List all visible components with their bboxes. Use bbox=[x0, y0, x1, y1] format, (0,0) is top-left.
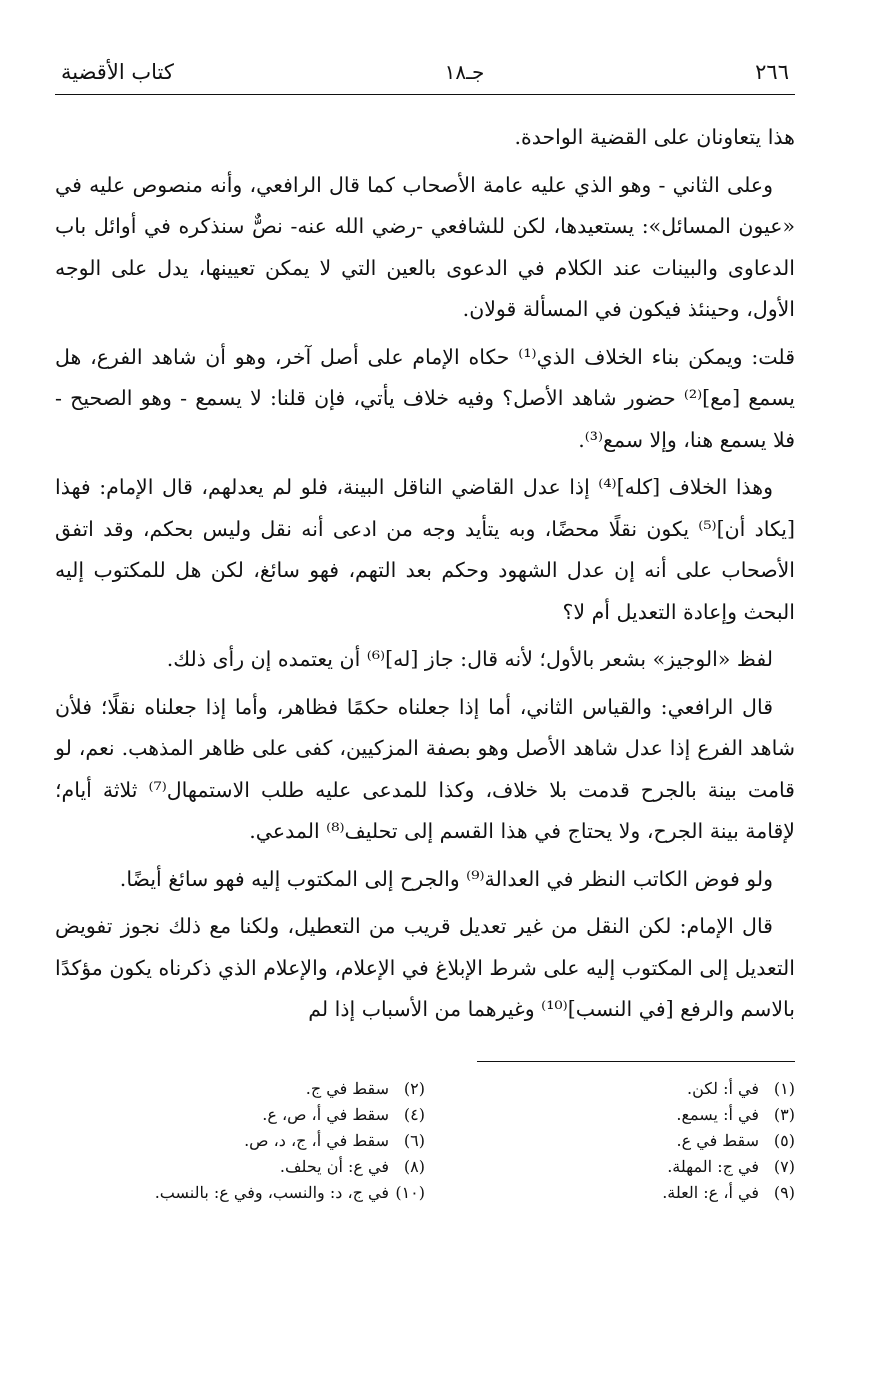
paragraph: وهذا الخلاف [كله]⁽⁴⁾ إذا عدل القاضي الناقل البينة، فلو لم يعدلهم، قال الإمام: فهذا [يكاد أن]⁽⁵⁾ يكون نقلًا محضًا، وبه يتأيد وجه من ادعى أنه نقل وليس بحكم، وقد اتفق الأصحاب على أنه إن عدل الشهود وحكم بعد التهم، فهو سائغ، لكن هل للمكتوب إليه البحث وإعادة التعديل أم لا؟ bbox=[55, 475, 795, 624]
paragraph: وعلى الثاني - وهو الذي عليه عامة الأصحاب كما قال الرافعي، وأنه منصوص عليه في «عيون المسائل»: يستعيدها، لكن للشافعي -رضي الله عنه- نصٌّ سنذكره في أوائل باب الدعاوى والبينات عند الكلام في الدعوى بالعين التي لا يمكن تعيينها، يدل على الوجه الأول، وحينئذ فيكون في المسألة قولان. bbox=[55, 172, 795, 321]
book-title: كتاب الأقضية bbox=[61, 60, 174, 84]
footnote: (٨)في ع: أن يحلف. bbox=[279, 1156, 425, 1176]
paragraph: هذا يتعاونان على القضية الواحدة. bbox=[514, 125, 795, 149]
page-number: ٢٦٦ bbox=[755, 60, 789, 84]
paragraph: قلت: ويمكن بناء الخلاف الذي⁽¹⁾ حكاه الإمام على أصل آخر، وهو أن شاهد الفرع، هل يسمع [مع]⁽²⁾ حضور شاهد الأصل؟ وفيه خلاف يأتي، فإن قلنا: لا يسمع - وهو الصحيح - فلا يسمع هنا، وإلا سمع⁽³⁾. bbox=[55, 344, 795, 452]
footnote: (٥)سقط في ع. bbox=[676, 1130, 795, 1150]
footnote: (٣)في أ: يسمع. bbox=[676, 1104, 795, 1124]
footnote: (٤)سقط في أ، ص، ع. bbox=[262, 1104, 425, 1124]
paragraph: ولو فوض الكاتب النظر في العدالة⁽⁹⁾ والجرح إلى المكتوب إليه فهو سائغ أيضًا. bbox=[119, 866, 773, 891]
paragraph: لفظ «الوجيز» بشعر بالأول؛ لأنه قال: جاز [له]⁽⁶⁾ أن يعتمده إن رأى ذلك. bbox=[166, 647, 773, 671]
footnote-rule bbox=[477, 1061, 795, 1076]
volume-label: جـ١٨ bbox=[444, 60, 485, 84]
footnote: (٢)سقط في ج. bbox=[305, 1078, 425, 1098]
footnote: (٧)في ج: المهلة. bbox=[667, 1156, 795, 1176]
running-header bbox=[55, 60, 795, 95]
paragraph: قال الإمام: لكن النقل من غير تعديل قريب من التعطيل، ولكنا مع ذلك نجوز تفويض التعديل إلى المكتوب إليه على شرط الإبلاغ في الإعلام، والإعلام الذي ذكرناه يكون مؤكدًا بالاسم والرفع [في النسب]⁽¹⁰⁾ وغيرهما من الأسباب إذا لم bbox=[55, 914, 795, 1021]
footnote: (٦)سقط في أ، ج، د، ص. bbox=[244, 1130, 425, 1150]
footnote: (٩)في أ، ع: العلة. bbox=[662, 1182, 795, 1202]
footnotes bbox=[55, 1076, 795, 1206]
footnote: (١)في أ: لكن. bbox=[687, 1078, 795, 1098]
book-page bbox=[55, 60, 795, 1206]
paragraph: قال الرافعي: والقياس الثاني، أما إذا جعلناه حكمًا فظاهر، وأما إذا جعلناه نقلًا؛ فلأن شاهد الفرع إذا عدل شاهد الأصل وهو بصفة المزكيين، كفى على ظاهر المذهب. نعم، لو قامت بينة بالجرح قدمت بلا خلاف، وكذا للمدعى عليه طلب الاستمهال⁽⁷⁾ ثلاثة أيام؛ لإقامة بينة الجرح، ولا يحتاج في هذا القسم إلى تحليف⁽⁸⁾ المدعي. bbox=[55, 694, 795, 843]
main-text bbox=[55, 117, 795, 1031]
footnote: (١٠)في ج، د: والنسب، وفي ع: بالنسب. bbox=[154, 1182, 425, 1202]
